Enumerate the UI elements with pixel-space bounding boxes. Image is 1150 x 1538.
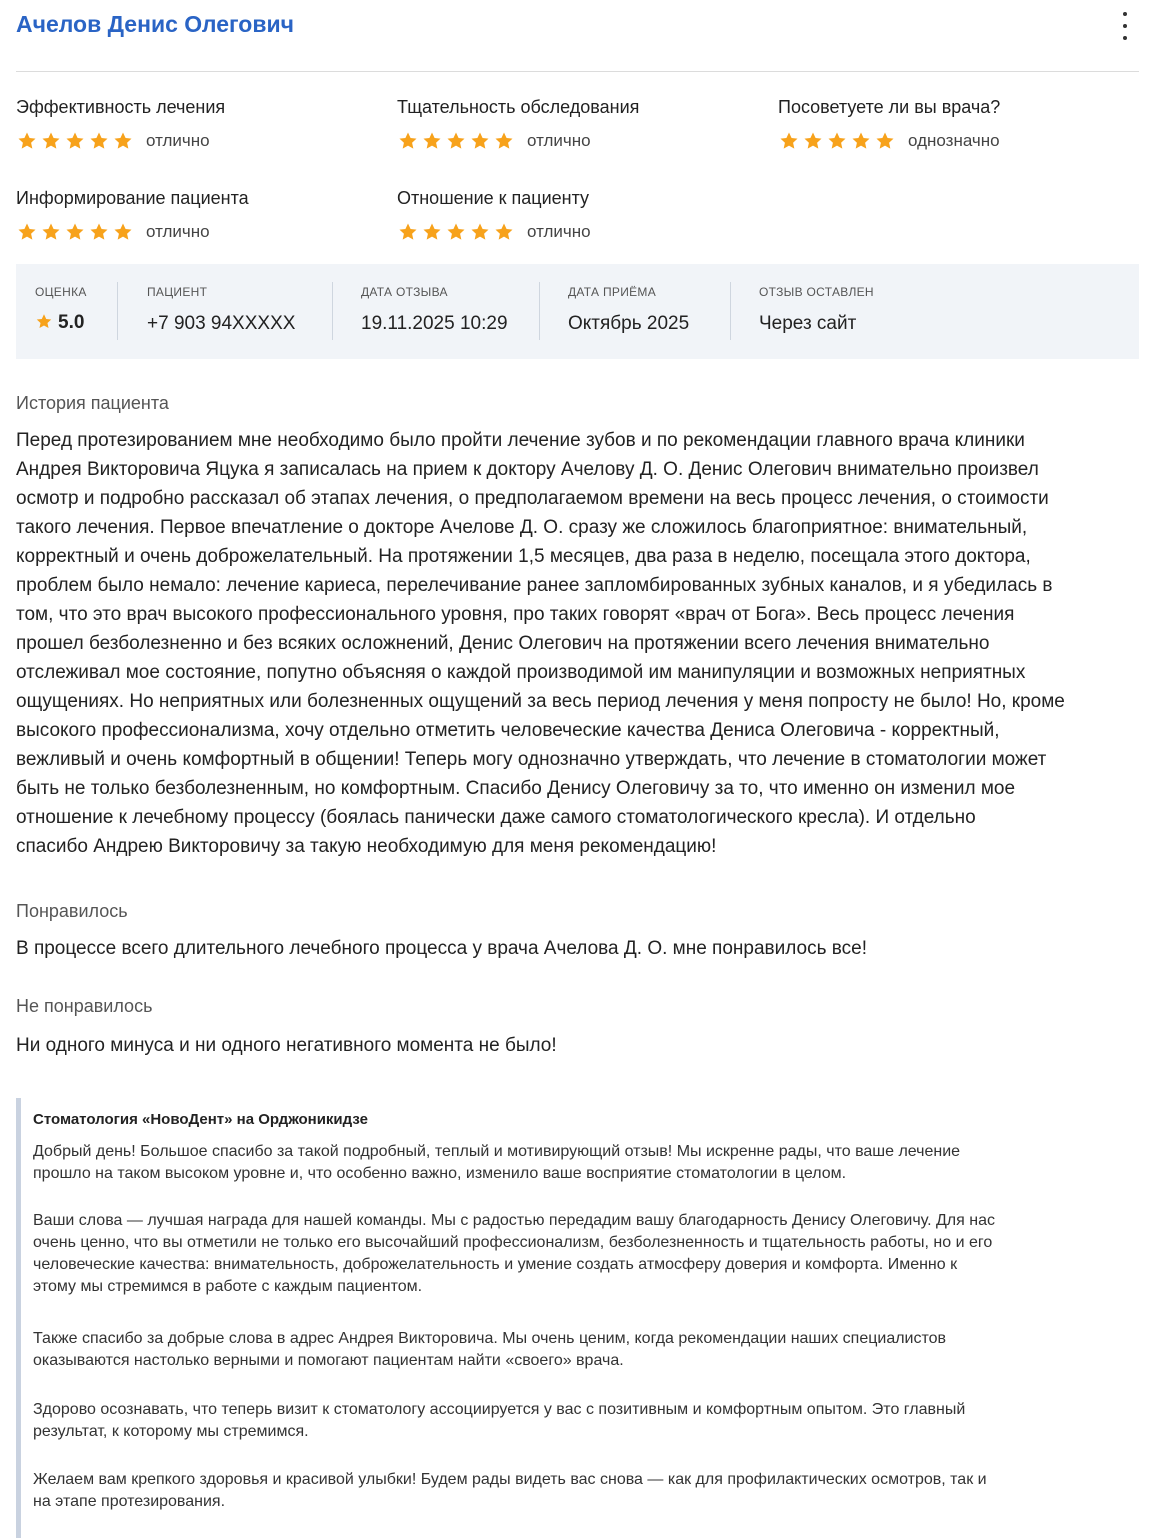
star-icon (469, 222, 491, 242)
rating-value: отлично (527, 131, 591, 150)
score-cell (16, 264, 117, 359)
liked-text: В процессе всего длительного лечебного процесса у врача Ачелова Д. О. мне понравилось все! (16, 938, 868, 959)
rating-value: отлично (146, 222, 210, 241)
star-icon (850, 131, 872, 151)
story-line: осмотр и подробно рассказал об этапах лечения, о предполагаемом времени на весь процесс лечения, о стоимости (16, 488, 1049, 509)
star-icon (40, 222, 62, 242)
rating-thoroughness (397, 96, 757, 151)
star-rating (397, 131, 515, 151)
star-icon (826, 131, 848, 151)
star-icon (421, 222, 443, 242)
star-icon (397, 131, 419, 151)
reply-line: оказываются настолько верными и помогают пациентам найти «своего» врача. (33, 1352, 624, 1369)
star-icon (40, 131, 62, 151)
patient-caption: ПАЦИЕНТ (147, 285, 208, 299)
visit-date-caption: ДАТА ПРИЁМА (568, 285, 657, 299)
rating-informing (16, 187, 376, 242)
reply-line: человеческие качества: внимательность, доброжелательность и умение создать атмосферу доверия и комфорта. Именно к (33, 1256, 958, 1273)
story-line: том, что это врач высокого профессионального уровня, про таких говорят «врач от Бога». Весь процесс лечения (16, 604, 1015, 625)
rating-label: Информирование пациента (16, 188, 249, 208)
story-line: Андрея Викторовича Яцука я записалась на прием к доктору Ачелову Д. О. Денис Олегович внимательно произвел (16, 459, 1039, 480)
reply-line: Желаем вам крепкого здоровья и красивой улыбки! Будем рады видеть вас снова — как для профилактических осмотров, так и (33, 1471, 987, 1488)
star-icon (112, 131, 134, 151)
reply-line: Ваши слова — лучшая награда для нашей команды. Мы с радостью передадим вашу благодарность Денису Олеговичу. Для нас (33, 1212, 995, 1229)
reply-line: на этапе протезирования. (33, 1493, 226, 1510)
reply-paragraph (33, 1210, 1118, 1298)
source-caption: ОТЗЫВ ОСТАВЛЕН (759, 285, 874, 299)
star-icon (778, 131, 800, 151)
review-date-value: 19.11.2025 10:29 (361, 313, 508, 334)
star-rating (16, 222, 134, 242)
visit-date-cell (539, 264, 730, 359)
star-icon (445, 131, 467, 151)
review-info-panel (16, 264, 1139, 359)
score-caption: ОЦЕНКА (35, 285, 87, 299)
reply-line: прошло на таком высоком уровне и, что особенно важно, изменило ваше восприятие стоматологии в целом. (33, 1165, 847, 1182)
star-icon (493, 222, 515, 242)
reply-line: результат, к которому мы стремимся. (33, 1423, 309, 1440)
story-line: прошел безболезненно и без всяких осложнений, Денис Олегович на протяжении всего лечения внимательно (16, 633, 990, 654)
reply-org-name: Стоматология «НовоДент» на Орджоникидзе (33, 1111, 368, 1128)
review-header (16, 0, 1139, 72)
review-date-cell (332, 264, 539, 359)
disliked-text: Ни одного минуса и ни одного негативного момента не было! (16, 1035, 557, 1056)
reply-line: Здорово осознавать, что теперь визит к стоматологу ассоциируется у вас с позитивным и комфортным опытом. Это главный (33, 1401, 966, 1418)
doctor-name-link[interactable]: Ачелов Денис Олегович (16, 11, 294, 37)
disliked-title: Не понравилось (16, 996, 153, 1016)
review-date-caption: ДАТА ОТЗЫВА (361, 285, 448, 299)
star-rating (16, 131, 134, 151)
story-line: ощущениях. Но неприятных или болезненных ощущений за весь период лечения у меня попросту не было! Но, кроме (16, 691, 1065, 712)
reply-paragraph (33, 1399, 1118, 1443)
star-icon (445, 222, 467, 242)
ratings-grid (0, 72, 1150, 262)
reply-line: этому мы стремимся в работе с каждым пациентом. (33, 1278, 423, 1295)
star-icon (88, 131, 110, 151)
rating-label: Отношение к пациенту (397, 188, 590, 208)
reply-line: Также спасибо за добрые слова в адрес Андрея Викторовича. Мы очень ценим, когда рекомендации наших специалистов (33, 1330, 947, 1347)
star-rating (397, 222, 515, 242)
story-line: отношение к лечебному процессу (боялась панически даже самого стоматологического кресла). И отдельно (16, 807, 976, 828)
star-icon (64, 131, 86, 151)
story-line: спасибо Андрею Викторовичу за такую необходимую для меня рекомендацию! (16, 836, 717, 857)
source-cell (730, 264, 1030, 359)
star-icon (64, 222, 86, 242)
clinic-reply (16, 1098, 1144, 1538)
story-line: отслеживал мое состояние, попутно объясняя о каждой производимой им манипуляции и возможных неприятных (16, 662, 1026, 683)
star-icon (397, 222, 419, 242)
story-line: корректный и очень доброжелательный. На протяжении 1,5 месяцев, два раза в неделю, посещала этого доктора, (16, 546, 1031, 567)
star-icon (469, 131, 491, 151)
rating-label: Тщательность обследования (397, 97, 640, 117)
score-value-wrap (35, 312, 84, 334)
star-icon (88, 222, 110, 242)
star-icon (493, 131, 515, 151)
patient-cell (117, 264, 332, 359)
story-text (16, 426, 1141, 861)
rating-effectiveness (16, 96, 376, 151)
star-icon (112, 222, 134, 242)
score-value: 5.0 (58, 312, 85, 333)
story-line: Перед протезированием мне необходимо было пройти лечение зубов и по рекомендации главного врача клиники (16, 430, 1025, 451)
visit-date-value: Октябрь 2025 (568, 313, 690, 334)
story-title: История пациента (16, 393, 169, 413)
rating-recommend (778, 96, 1138, 151)
reply-line: Добрый день! Большое спасибо за такой подробный, теплый и мотивирующий отзыв! Мы искренне рады, что ваше лечение (33, 1143, 961, 1160)
reply-line: очень ценно, что вы отметили не только его высочайший профессионализм, безболезненность и тщательность работы, но и его (33, 1234, 993, 1251)
star-icon (16, 131, 38, 151)
star-icon (16, 222, 38, 242)
patient-value: +7 903 94XXXXX (147, 313, 296, 334)
star-rating (778, 131, 896, 151)
story-line: высокого профессионализма, хочу отдельно отметить человеческие качества Дениса Олеговича - корректный, (16, 720, 1000, 741)
star-icon (35, 313, 53, 330)
rating-value: отлично (146, 131, 210, 150)
story-line: такого лечения. Первое впечатление о докторе Ачелове Д. О. сразу же сложилось благоприятное: внимательный, (16, 517, 1028, 538)
vertical-dots-icon[interactable] (1115, 12, 1135, 40)
reply-paragraph (33, 1469, 1118, 1513)
source-value: Через сайт (759, 313, 857, 334)
rating-label: Посоветуете ли вы врача? (778, 97, 1001, 117)
story-line: быть не только безболезненным, но комфортным. Спасибо Денису Олеговичу за то, что именно он изменил мое (16, 778, 1016, 799)
star-icon (802, 131, 824, 151)
rating-attitude (397, 187, 757, 242)
story-line: проблем было немало: лечение кариеса, перелечивание ранее запломбированных зубных каналов, и я убедилась в (16, 575, 1053, 596)
star-icon (874, 131, 896, 151)
story-line: вежливый и очень комфортный в общении! Теперь могу однозначно утверждать, что лечение в стоматологии может (16, 749, 1047, 770)
star-icon (421, 131, 443, 151)
rating-value: однозначно (908, 131, 1000, 150)
reply-paragraph (33, 1141, 1118, 1185)
rating-value: отлично (527, 222, 591, 241)
liked-title: Понравилось (16, 901, 128, 921)
rating-label: Эффективность лечения (16, 97, 226, 117)
reply-paragraph (33, 1328, 1118, 1372)
